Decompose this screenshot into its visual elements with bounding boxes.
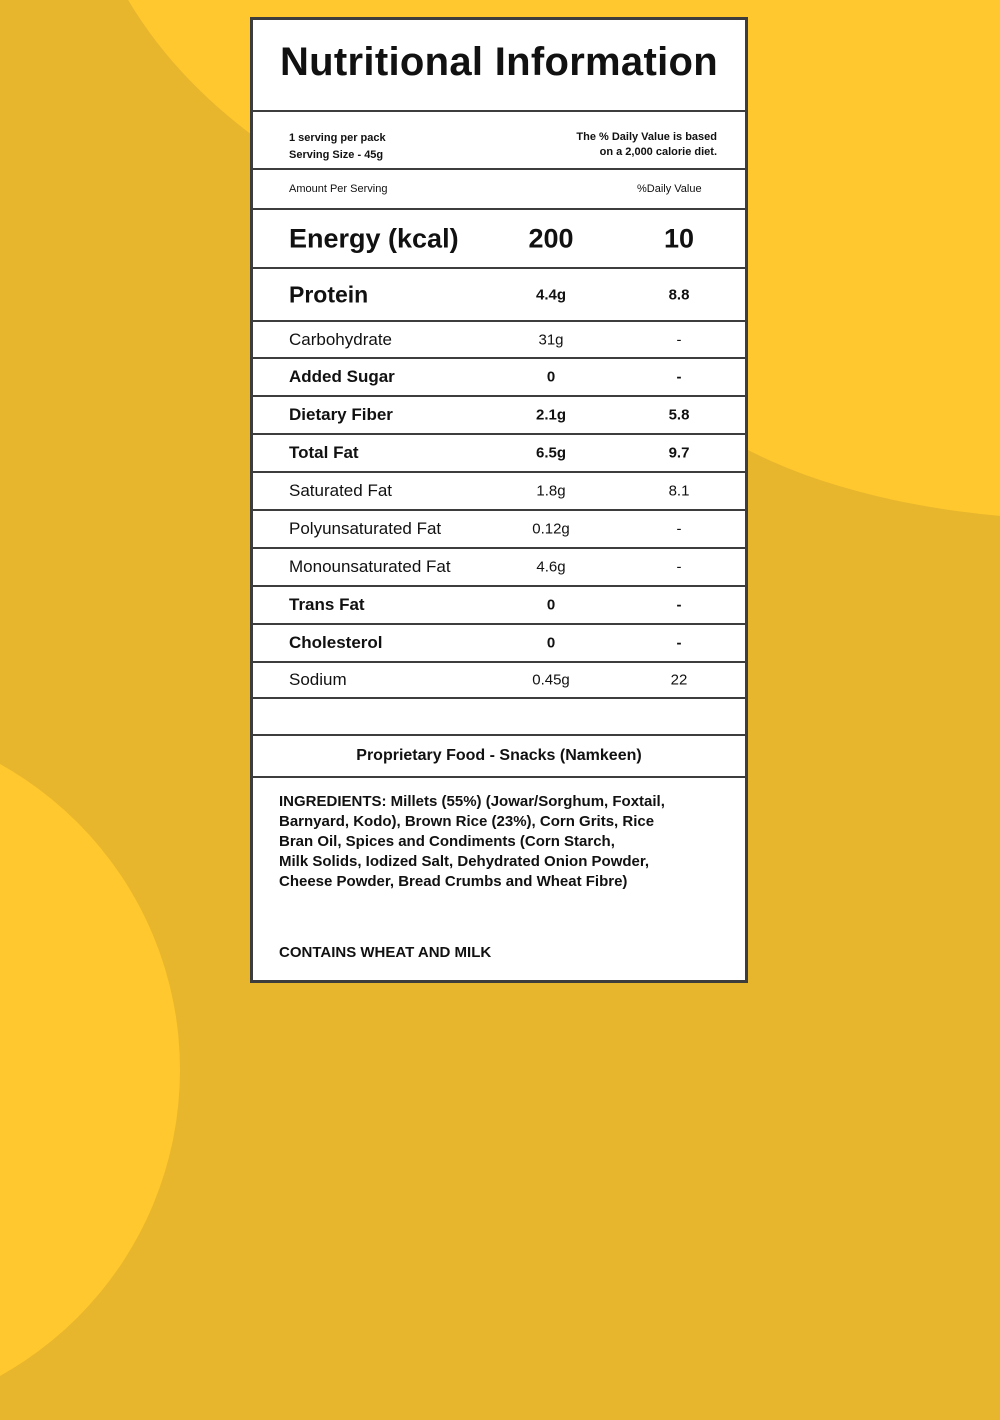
nutrient-name: Added Sugar [289,367,395,386]
amount-per-serving-label: Amount Per Serving [289,183,388,195]
nutrient-name: Trans Fat [289,595,365,614]
ingredients-line: Cheese Powder, Bread Crumbs and Wheat Fibre) [279,873,628,890]
nutrient-row-carbohydrate [253,322,745,359]
nutrient-daily-value: 10 [663,223,695,253]
ingredients-line: Milk Solids, Iodized Salt, Dehydrated Onion Powder, [279,853,650,870]
nutrient-amount: 0 [546,634,556,652]
nutrient-daily-value: 22 [670,671,688,689]
nutrition-label [250,17,748,983]
column-header-row [253,170,745,210]
product-category: Proprietary Food - Snacks (Namkeen) [356,747,642,764]
nutrient-daily-value: - [676,520,682,538]
empty-row [253,699,745,736]
ingredients-text [279,792,749,892]
dv-note-line: on a 2,000 calorie diet. [599,146,717,158]
dv-note-line: The % Daily Value is based [576,131,717,143]
nutrient-daily-value: 8.8 [668,286,690,303]
nutrient-row-energy [253,210,745,269]
daily-value-label: %Daily Value [637,183,702,195]
label-title: Nutritional Information [280,40,718,84]
nutrient-name: Protein [289,281,369,307]
background-blob [0,720,180,1420]
nutrient-name: Total Fat [289,443,359,462]
nutrient-name: Monounsaturated Fat [289,557,451,576]
nutrient-name: Dietary Fiber [289,405,393,424]
nutrient-row-dietary-fiber [253,397,745,435]
nutrient-name: Carbohydrate [289,329,393,349]
nutrient-name: Sodium [289,670,347,689]
nutrient-row-added-sugar [253,359,745,397]
nutrient-daily-value: 5.8 [668,406,690,424]
nutrient-daily-value: - [676,558,682,576]
nutrient-daily-value: - [676,596,682,614]
nutrient-amount: 0.12g [532,520,570,538]
nutrient-amount: 4.4g [535,286,567,303]
nutrient-amount: 31g [538,331,564,348]
serving-size: Serving Size - 45g [289,149,384,161]
nutrient-daily-value: - [676,368,682,386]
nutrient-name: Saturated Fat [289,481,393,500]
allergen-statement: CONTAINS WHEAT AND MILK [279,944,492,961]
nutrient-row-polyunsaturated-fat [253,511,745,549]
nutrient-amount: 200 [528,223,574,253]
nutrient-row-cholesterol [253,625,745,663]
nutrient-row-saturated-fat [253,473,745,511]
nutrient-daily-value: 9.7 [668,444,690,462]
daily-value-note [576,130,717,160]
nutrient-daily-value: - [676,331,682,348]
nutrient-daily-value: 8.1 [668,482,690,500]
nutrient-name: Polyunsaturated Fat [289,519,442,538]
serving-info [289,130,386,164]
title-row [253,20,745,112]
nutrient-amount: 2.1g [535,406,567,424]
nutrient-name: Cholesterol [289,633,383,652]
nutrient-name: Energy (kcal) [289,223,459,253]
nutrient-row-sodium [253,663,745,699]
nutrient-amount: 1.8g [536,482,566,500]
nutrient-amount: 4.6g [536,558,566,576]
ingredients-section [253,778,745,974]
nutrient-row-protein [253,269,745,322]
serving-row [253,112,745,170]
servings-per-pack: 1 serving per pack [289,132,386,144]
nutrient-amount: 0 [546,596,556,614]
nutrient-amount: 0.45g [532,671,570,689]
nutrient-amount: 0 [546,368,556,386]
nutrient-daily-value: - [676,634,682,652]
category-row [253,736,745,778]
ingredients-line: Barnyard, Kodo), Brown Rice (23%), Corn Grits, Rice [279,813,655,830]
nutrient-amount: 6.5g [535,444,567,462]
nutrient-row-monounsaturated-fat [253,549,745,587]
nutrient-row-trans-fat [253,587,745,625]
ingredients-line: INGREDIENTS: Millets (55%) (Jowar/Sorghum, Foxtail, [279,793,665,810]
ingredients-line: Bran Oil, Spices and Condiments (Corn Starch, [279,833,615,850]
nutrient-row-total-fat [253,435,745,473]
